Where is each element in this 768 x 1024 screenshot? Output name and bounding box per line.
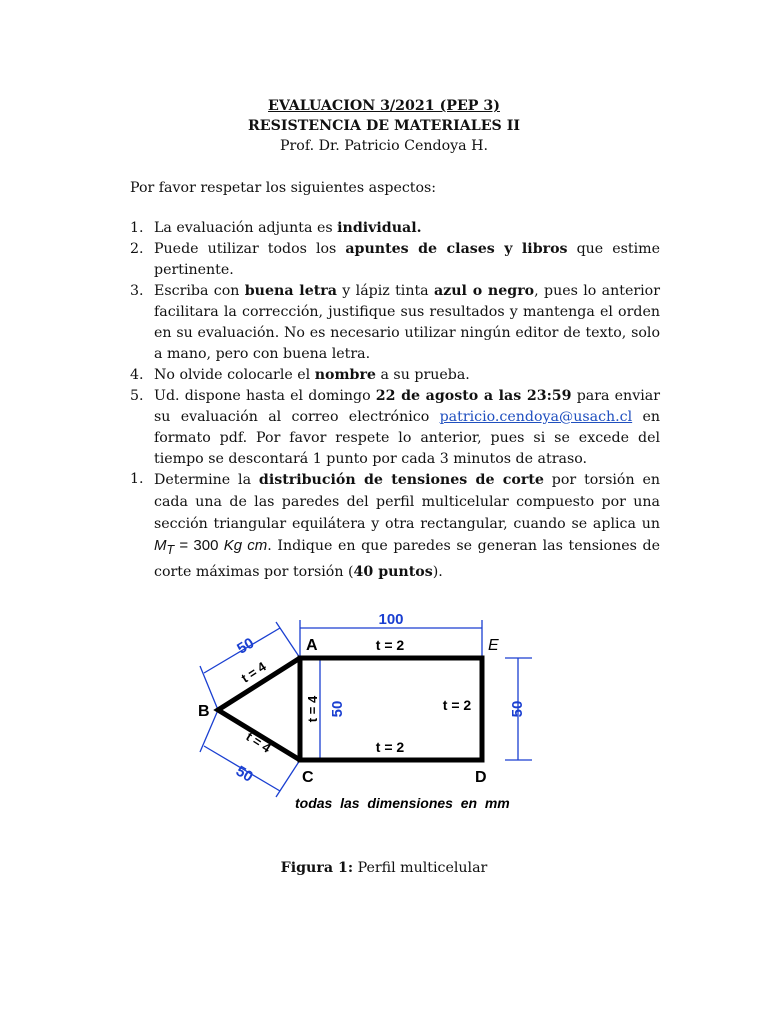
rule-emphasis: nombre: [314, 367, 376, 383]
list-number: 3.: [130, 283, 144, 299]
rule-emphasis: azul o negro: [433, 283, 535, 299]
document-header: [0, 96, 768, 156]
torque-value: = 300: [174, 537, 224, 554]
torque-expression: [154, 537, 268, 557]
rule-text: para enviar su evaluación al correo electrónico: [154, 388, 660, 425]
rule-emphasis: buena letra: [244, 283, 337, 299]
point-a-label: A: [306, 637, 318, 654]
list-item: [130, 386, 660, 470]
caption-text: Perfil multicelular: [353, 860, 488, 876]
rule-text: en formato pdf. Por favor respete lo anterior, pues si se excede del tiempo se descontará 1 punto por cada 3 minutos de atraso.: [154, 409, 660, 467]
rule-text: Escriba con: [154, 283, 245, 299]
list-number: 5.: [130, 388, 144, 404]
point-e-label: E: [488, 637, 499, 654]
thickness-lower-diag-label: t = 4: [243, 728, 274, 756]
rule-text: a su prueba.: [375, 367, 470, 383]
dim-upper-diag-label: 50: [234, 634, 258, 658]
rule-text: Ud. dispone hasta el domingo: [154, 388, 376, 404]
list-number: 2.: [130, 241, 144, 257]
torque-unit: Kg cm: [223, 537, 268, 554]
question-text-part: ).: [432, 564, 443, 580]
rule-emphasis: individual.: [337, 220, 422, 236]
rule-text: Puede utilizar todos los: [154, 241, 346, 257]
rule-text: No olvide colocarle el: [154, 367, 315, 383]
torque-subscript: T: [166, 543, 175, 557]
list-number: 4.: [130, 367, 144, 383]
exam-title: EVALUACION 3/2021 (PEP 3): [268, 98, 500, 114]
question-text-part: . Indique en que paredes se generan las tensiones de corte máximas por torsión (: [154, 538, 660, 580]
question-number: 1.: [130, 471, 144, 487]
question-emphasis: distribución de tensiones de corte: [258, 472, 544, 488]
thickness-top-label: t = 2: [375, 637, 405, 653]
thickness-right-label: t = 2: [442, 697, 472, 713]
dim-top-label: 100: [378, 611, 404, 628]
rules-list: [130, 218, 660, 470]
question-1: [130, 469, 660, 583]
torque-symbol: M: [154, 537, 167, 554]
list-item: [130, 218, 660, 239]
dim-ext-lower-right: [276, 760, 300, 797]
thickness-bottom-label: t = 2: [375, 739, 405, 755]
list-number: 1.: [130, 220, 144, 236]
dim-right-label: 50: [509, 700, 526, 718]
rule-emphasis: apuntes de clases y libros: [345, 241, 568, 257]
professor-name: Prof. Dr. Patricio Cendoya H.: [279, 138, 489, 154]
profile-diagram: [190, 598, 550, 823]
list-item: [130, 365, 660, 386]
rule-text: La evaluación adjunta es: [154, 220, 338, 236]
caption-label: Figura 1:: [280, 860, 354, 876]
rule-emphasis: 22 de agosto a las 23:59: [375, 388, 572, 404]
figure-caption: [0, 858, 768, 879]
dim-ext-upper-right: [276, 622, 300, 658]
rule-text: que estime pertinente.: [154, 241, 660, 278]
rule-text: y lápiz tinta: [336, 283, 434, 299]
question-text-part: por torsión en cada una de las paredes del perfil multicelular compuesto por una sección triangular equilátera y otra rectangular, cuando se aplica un: [154, 472, 660, 532]
question-text: [154, 469, 660, 583]
intro-text: Por favor respetar los siguientes aspectos:: [130, 180, 437, 196]
list-item: [130, 239, 660, 281]
course-name: RESISTENCIA DE MATERIALES II: [248, 118, 520, 134]
rule-text: , pues lo anterior facilitara la corrección, justifique sus resultados y mantenga el orden en su evaluación. No es necesario utilizar ningún editor de texto, solo a mano, pero con buena letra.: [154, 283, 660, 362]
thickness-vertical-label: t = 4: [305, 695, 320, 723]
question-points: 40 puntos: [353, 564, 433, 580]
figure-multicell-profile: [190, 598, 550, 823]
point-c-label: C: [302, 769, 314, 786]
point-b-label: B: [198, 703, 210, 720]
email-link[interactable]: patricio.cendoya@usach.cl: [439, 409, 633, 425]
dim-inner-label: 50: [329, 700, 346, 718]
question-text-part: Determine la: [154, 472, 259, 488]
list-item: [130, 281, 660, 365]
point-d-label: D: [475, 769, 487, 786]
dim-lower-diag-label: 50: [232, 762, 256, 786]
thickness-upper-diag-label: t = 4: [238, 658, 269, 686]
units-note: todas las dimensiones en mm: [295, 795, 510, 811]
